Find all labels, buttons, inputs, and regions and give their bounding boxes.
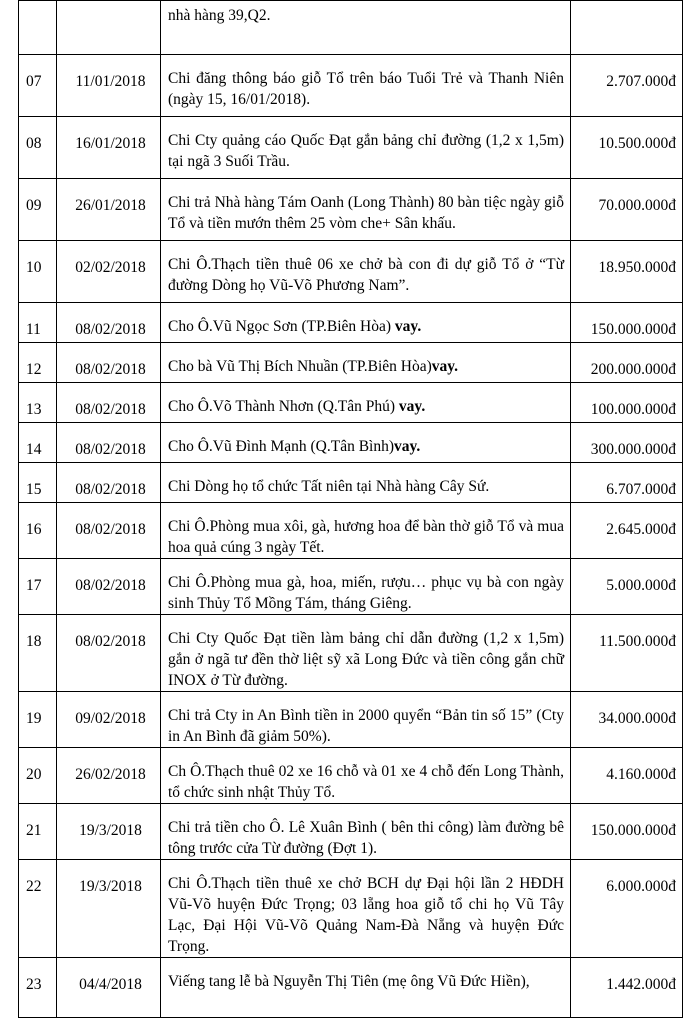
table-row <box>19 383 683 423</box>
row-number-cell: 07 <box>19 55 57 117</box>
row-date-cell: 08/02/2018 <box>57 503 161 559</box>
table-row <box>19 55 683 117</box>
row-date-cell: 08/02/2018 <box>57 559 161 615</box>
row-date-cell: 08/02/2018 <box>57 303 161 343</box>
row-amount-cell: 6.707.000đ <box>571 463 683 503</box>
row-description-cell <box>161 179 571 241</box>
row-date-cell: 26/01/2018 <box>57 179 161 241</box>
description-text: Chi Dòng họ tổ chức Tất niên tại Nhà hàng Cây Sứ. <box>168 478 490 495</box>
table-row <box>19 860 683 958</box>
table-row <box>19 748 683 804</box>
table-row <box>19 463 683 503</box>
description-text: Cho Ô.Vũ Ngọc Sơn (TP.Biên Hòa) <box>168 318 395 335</box>
description-text: Chi Ô.Phòng mua xôi, gà, hương hoa để bàn thờ giỗ Tổ và mua hoa quả cúng 3 ngày Tết. <box>168 518 564 556</box>
row-amount-cell: 300.000.000đ <box>571 423 683 463</box>
row-description-cell <box>161 383 571 423</box>
loan-marker-text: vay. <box>394 438 421 455</box>
row-amount-cell: 150.000.000đ <box>571 303 683 343</box>
row-date-cell: 08/02/2018 <box>57 423 161 463</box>
description-text: Chi Ô.Thạch tiền thuê xe chở BCH dự Đại hội lần 2 HĐDH Vũ-Võ huyện Đức Trọng; 03 lẵng hoa giỗ tổ chi họ Vũ Tây Lạc, Đại Hội Vũ-Võ Quảng Nam-Đà Nẵng và huyện Đức Trọng. <box>168 875 564 955</box>
table-row <box>19 503 683 559</box>
expense-ledger-page <box>18 0 682 1018</box>
row-amount-cell: 11.500.000đ <box>571 615 683 692</box>
table-row <box>19 241 683 303</box>
row-number-cell: 23 <box>19 958 57 1018</box>
description-text: Chi Ô.Thạch tiền thuê 06 xe chở bà con đi dự giỗ Tổ ở “Từ đường Dòng họ Vũ-Võ Phương Nam”. <box>168 256 564 294</box>
table-row <box>19 958 683 1018</box>
description-text: Ch Ô.Thạch thuê 02 xe 16 chỗ và 01 xe 4 chỗ đến Long Thành, tổ chức sinh nhật Thủy Tổ. <box>168 763 564 801</box>
row-description-cell <box>161 241 571 303</box>
loan-marker-text: vay. <box>394 318 422 335</box>
row-description-cell <box>161 55 571 117</box>
row-number-cell: 08 <box>19 117 57 179</box>
row-date-cell: 11/01/2018 <box>57 55 161 117</box>
table-row <box>19 179 683 241</box>
row-number-cell: 15 <box>19 463 57 503</box>
description-text: Viếng tang lễ bà Nguyễn Thị Tiên (mẹ ông Vũ Đức Hiền), <box>168 973 530 990</box>
description-text: Chi Cty Quốc Đạt tiền làm bảng chỉ dẫn đường (1,2 x 1,5m) gắn ở ngã tư đền thờ liệt sỹ xã Long Đức và tiền công gắn chữ INOX ở Từ đường. <box>168 630 564 689</box>
description-text: Chi trả Cty in An Bình tiền in 2000 quyển “Bản tin số 15” (Cty in An Bình đã giảm 50%). <box>168 707 564 745</box>
row-number-cell: 18 <box>19 615 57 692</box>
row-description-cell <box>161 117 571 179</box>
description-text: Chi trả Nhà hàng Tám Oanh (Long Thành) 80 bàn tiệc ngày giỗ Tổ và tiền mướn thêm 25 vòm che+ Sân khấu. <box>168 194 564 232</box>
row-number-cell: 17 <box>19 559 57 615</box>
table-row <box>19 117 683 179</box>
table-row <box>19 343 683 383</box>
row-description-cell <box>161 343 571 383</box>
row-amount-cell: 18.950.000đ <box>571 241 683 303</box>
row-amount-cell: 34.000.000đ <box>571 692 683 748</box>
table-row <box>19 303 683 343</box>
table-row <box>19 423 683 463</box>
loan-marker-text: vay. <box>398 398 426 415</box>
row-number-cell: 22 <box>19 860 57 958</box>
row-date-cell: 08/02/2018 <box>57 383 161 423</box>
table-row <box>19 559 683 615</box>
row-number-cell: 21 <box>19 804 57 860</box>
description-text: Chi trả tiền cho Ô. Lê Xuân Bình ( bên thi công) làm đường bê tông trước cửa Từ đường (Đợt 1). <box>168 819 564 857</box>
row-amount-cell: 10.500.000đ <box>571 117 683 179</box>
table-row <box>19 615 683 692</box>
row-description-cell <box>161 503 571 559</box>
description-text: Cho Ô.Vũ Đình Mạnh (Q.Tân Bình) <box>168 438 395 455</box>
row-amount-cell: 2.645.000đ <box>571 503 683 559</box>
row-date-cell: 08/02/2018 <box>57 343 161 383</box>
description-text: Chi đăng thông báo giỗ Tổ trên báo Tuổi Trẻ và Thanh Niên (ngày 15, 16/01/2018). <box>168 70 564 108</box>
row-date-cell: 26/02/2018 <box>57 748 161 804</box>
row-date-cell: 19/3/2018 <box>57 860 161 958</box>
table-row <box>19 692 683 748</box>
description-text: Cho Ô.Võ Thành Nhơn (Q.Tân Phú) <box>168 398 399 415</box>
row-description-cell <box>161 1 571 55</box>
row-description-cell <box>161 748 571 804</box>
description-text: Chi Ô.Phòng mua gà, hoa, miến, rượu… phục vụ bà con ngày sinh Thủy Tổ Mồng Tám, tháng Giêng. <box>168 574 564 612</box>
row-description-cell <box>161 423 571 463</box>
row-date-cell: 02/02/2018 <box>57 241 161 303</box>
row-amount-cell <box>571 1 683 55</box>
row-amount-cell: 4.160.000đ <box>571 748 683 804</box>
row-amount-cell: 2.707.000đ <box>571 55 683 117</box>
row-number-cell: 19 <box>19 692 57 748</box>
row-number-cell: 13 <box>19 383 57 423</box>
row-date-cell: 04/4/2018 <box>57 958 161 1018</box>
row-amount-cell: 5.000.000đ <box>571 559 683 615</box>
row-number-cell: 16 <box>19 503 57 559</box>
row-amount-cell: 150.000.000đ <box>571 804 683 860</box>
expense-table <box>18 0 683 1018</box>
row-amount-cell: 200.000.000đ <box>571 343 683 383</box>
row-number-cell: 09 <box>19 179 57 241</box>
expense-table-body <box>19 1 683 1018</box>
row-amount-cell: 70.000.000đ <box>571 179 683 241</box>
row-number-cell: 12 <box>19 343 57 383</box>
row-description-cell <box>161 615 571 692</box>
row-description-cell <box>161 860 571 958</box>
row-date-cell <box>57 1 161 55</box>
row-amount-cell: 6.000.000đ <box>571 860 683 958</box>
row-date-cell: 09/02/2018 <box>57 692 161 748</box>
row-description-cell <box>161 559 571 615</box>
row-date-cell: 08/02/2018 <box>57 615 161 692</box>
row-number-cell: 14 <box>19 423 57 463</box>
row-description-cell <box>161 463 571 503</box>
description-text: Chi Cty quảng cáo Quốc Đạt gắn bảng chỉ đường (1,2 x 1,5m) tại ngã 3 Suối Trầu. <box>168 132 564 170</box>
row-date-cell: 19/3/2018 <box>57 804 161 860</box>
table-row <box>19 1 683 55</box>
row-description-cell <box>161 958 571 1018</box>
row-description-cell <box>161 804 571 860</box>
row-description-cell <box>161 303 571 343</box>
row-number-cell: 11 <box>19 303 57 343</box>
row-number-cell: 10 <box>19 241 57 303</box>
loan-marker-text: vay. <box>431 358 459 375</box>
row-date-cell: 16/01/2018 <box>57 117 161 179</box>
description-text: nhà hàng 39,Q2. <box>168 7 271 24</box>
row-description-cell <box>161 692 571 748</box>
description-text: Cho bà Vũ Thị Bích Nhuần (TP.Biên Hòa) <box>168 358 432 375</box>
row-number-cell: 20 <box>19 748 57 804</box>
row-amount-cell: 1.442.000đ <box>571 958 683 1018</box>
table-row <box>19 804 683 860</box>
row-number-cell <box>19 1 57 55</box>
row-amount-cell: 100.000.000đ <box>571 383 683 423</box>
row-date-cell: 08/02/2018 <box>57 463 161 503</box>
